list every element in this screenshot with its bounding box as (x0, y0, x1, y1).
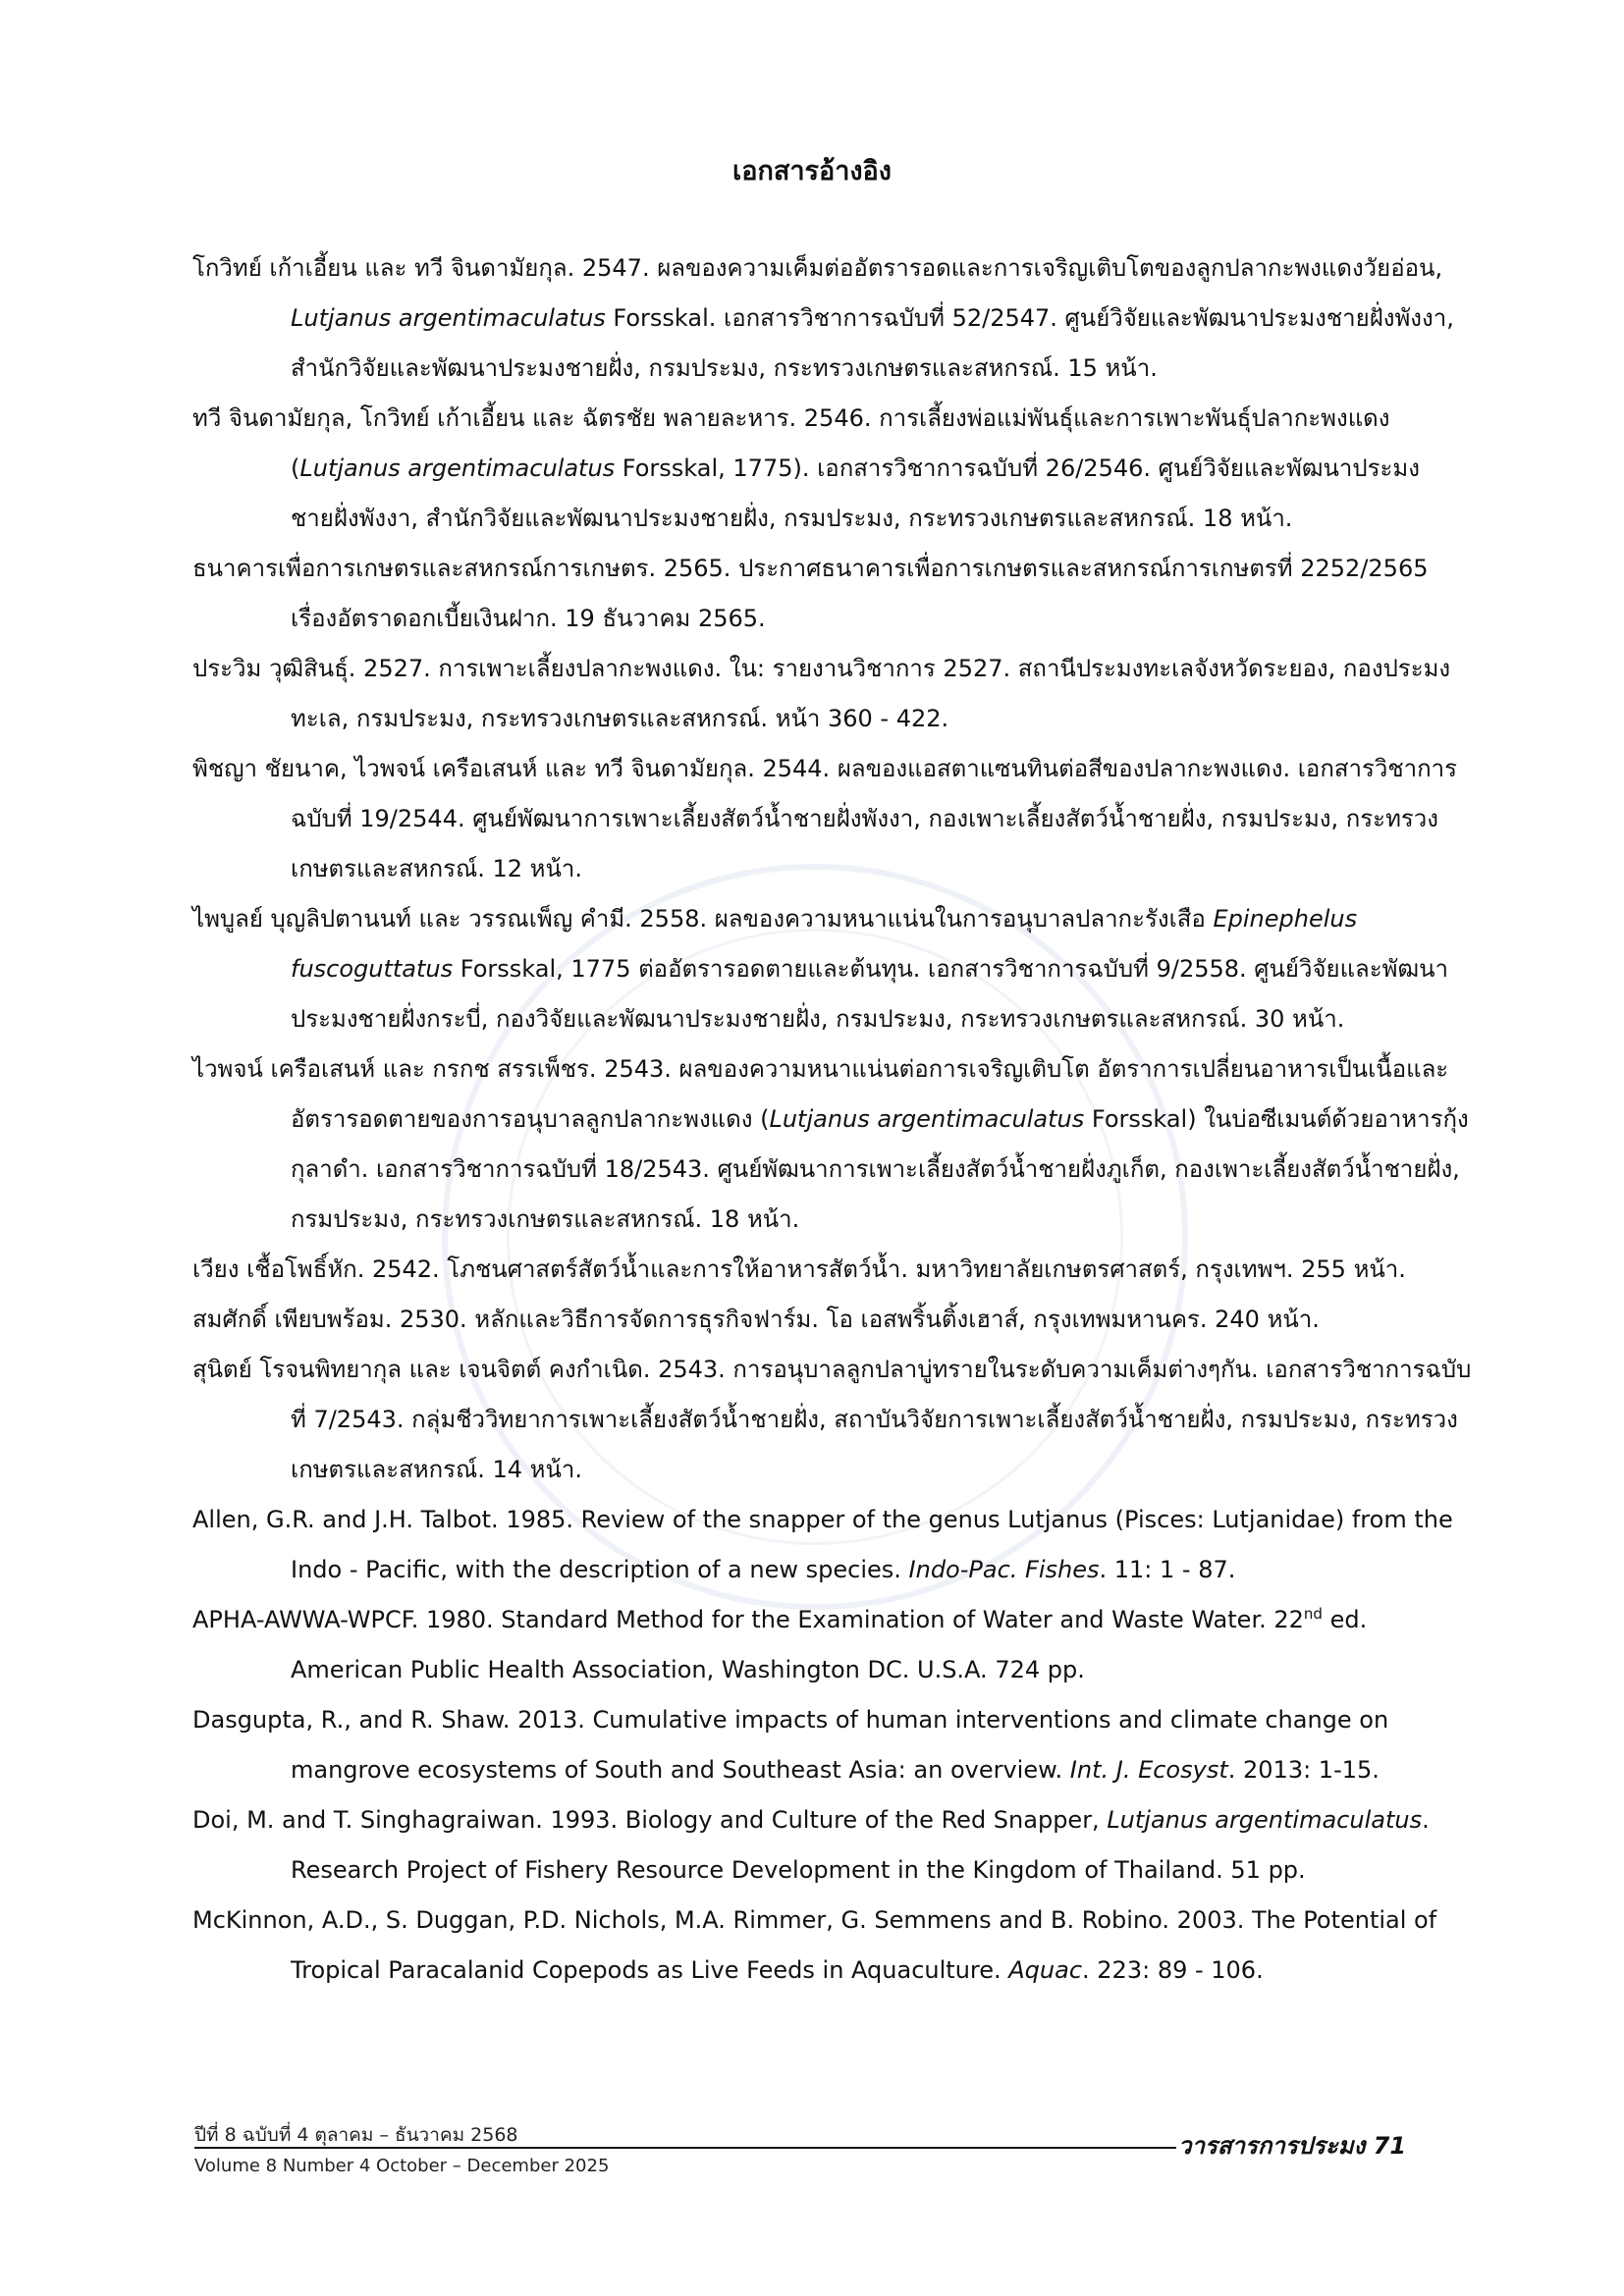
footer-thai-issue: ปีที่ 8 ฉบับที่ 4 ตุลาคม – ธันวาคม 2568 (194, 2124, 518, 2146)
reference-text: . 11: 1 - 87. (1099, 1556, 1236, 1583)
reference-entry (192, 1044, 1479, 1245)
reference-superscript: nd (1303, 1605, 1323, 1623)
reference-text: APHA-AWWA-WPCF. 1980. Standard Method for the Examination of Water and Waste Water. 22 (192, 1606, 1304, 1633)
reference-entry (192, 1795, 1479, 1896)
reference-text: Forsskal, 1775). เอกสารวิชาการฉบับที่ 26/2546. ศูนย์วิจัยและพัฒนาประมงชายฝั่งพังงา, สำนักวิจัยและพัฒนาประมงชายฝั่ง, กรมประมง, กระทรวงเกษตรและสหกรณ์. 18 หน้า. (291, 454, 1420, 532)
reference-text: Doi, M. and T. Singhagraiwan. 1993. Biology and Culture of the Red Snapper, (192, 1806, 1108, 1834)
reference-list (192, 243, 1479, 1996)
reference-entry (192, 1345, 1479, 1495)
reference-italic-text: Lutjanus argentimaculatus (299, 454, 616, 482)
reference-text: เวียง เชื้อโพธิ์หัก. 2542. โภชนศาสตร์สัตว์น้ำและการให้อาหารสัตว์น้ำ. มหาวิทยาลัยเกษตรศาสตร์, กรุงเทพฯ. 255 หน้า. (192, 1255, 1406, 1283)
reference-italic-text: Lutjanus argentimaculatus (291, 304, 606, 332)
reference-entry (192, 1695, 1479, 1795)
reference-entry (192, 1295, 1479, 1345)
reference-text: Forsskal) ในบ่อซีเมนต์ด้วยอาหารกุ้งกุลาดำ. เอกสารวิชาการฉบับที่ 18/2543. ศูนย์พัฒนาการเพาะเลี้ยงสัตว์น้ำชายฝั่งภูเก็ต, กองเพาะเลี้ยงสัตว์น้ำชายฝั่ง, กรมประมง, กระทรวงเกษตรและสหกรณ์. 18 หน้า. (291, 1105, 1469, 1233)
reference-entry (192, 644, 1479, 744)
reference-text: Forsskal. เอกสารวิชาการฉบับที่ 52/2547. ศูนย์วิจัยและพัฒนาประมงชายฝั่งพังงา, สำนักวิจัยและพัฒนาประมงชายฝั่ง, กรมประมง, กระทรวงเกษตรและสหกรณ์. 15 หน้า. (291, 304, 1454, 382)
reference-entry (192, 1245, 1479, 1295)
reference-italic-text: Lutjanus argentimaculatus (769, 1105, 1085, 1133)
reference-text: ประวิม วุฒิสินธุ์. 2527. การเพาะเลี้ยงปลากะพงแดง. ใน: รายงานวิชาการ 2527. สถานีประมงทะเลจังหวัดระยอง, กองประมงทะเล, กรมประมง, กระทรวงเกษตรและสหกรณ์. หน้า 360 - 422. (192, 655, 1451, 732)
reference-text: Forsskal, 1775 ต่ออัตรารอดตายและต้นทุน. เอกสารวิชาการฉบับที่ 9/2558. ศูนย์วิจัยและพัฒนาประมงชายฝั่งกระบี่, กองวิจัยและพัฒนาประมงชายฝั่ง, กรมประมง, กระทรวงเกษตรและสหกรณ์. 30 หน้า. (291, 955, 1449, 1033)
reference-text: ed. American Public Health Association, Washington DC. U.S.A. 724 pp. (291, 1606, 1368, 1683)
reference-entry (192, 394, 1479, 544)
reference-entry (192, 1495, 1479, 1595)
reference-entry (192, 1896, 1479, 1996)
reference-entry (192, 544, 1479, 644)
footer-divider (194, 2147, 1176, 2149)
reference-text: McKinnon, A.D., S. Duggan, P.D. Nichols, M.A. Rimmer, G. Semmens and B. Robino. 2003. The Potential of Tropical Paracalanid Copepods as Live Feeds in Aquaculture. (192, 1906, 1437, 1984)
reference-text: ธนาคารเพื่อการเกษตรและสหกรณ์การเกษตร. 2565. ประกาศธนาคารเพื่อการเกษตรและสหกรณ์การเกษตรที่ 2252/2565 เรื่องอัตราดอกเบี้ยเงินฝาก. 19 ธันวาคม 2565. (192, 555, 1429, 632)
page-title: เอกสารอ้างอิง (732, 156, 892, 187)
reference-text: . 2013: 1-15. (1227, 1756, 1380, 1784)
reference-italic-text: Epinephelus fuscoguttatus (291, 905, 1358, 983)
reference-text: . 223: 89 - 106. (1082, 1956, 1264, 1984)
reference-text: Allen, G.R. and J.H. Talbot. 1985. Review of the snapper of the genus Lutjanus (Pisces: Lutjanidae) from the Indo - Pacific, with the description of a new species. (192, 1506, 1453, 1583)
reference-text: ไพบูลย์ บุญลิปตานนท์ และ วรรณเพ็ญ คำมี. 2558. ผลของความหนาแน่นในการอนุบาลปลากะรังเสือ (192, 905, 1214, 933)
reference-italic-text: Aquac (1008, 1956, 1083, 1984)
footer-journal-page: วารสารการประมง 71 (1178, 2132, 1407, 2160)
reference-text: สุนิตย์ โรจนพิทยากุล และ เจนจิตต์ คงกำเนิด. 2543. การอนุบาลลูกปลาบู่ทรายในระดับความเค็มต่างๆกัน. เอกสารวิชาการฉบับที่ 7/2543. กลุ่มชีววิทยาการเพาะเลี้ยงสัตว์น้ำชายฝั่ง, สถาบันวิจัยการเพาะเลี้ยงสัตว์น้ำชายฝั่ง, กรมประมง, กระทรวงเกษตรและสหกรณ์. 14 หน้า. (192, 1356, 1472, 1483)
reference-text: สมศักดิ์ เพียบพร้อม. 2530. หลักและวิธีการจัดการธุรกิจฟาร์ม. โอ เอสพริ้นติ้งเฮาส์, กรุงเทพมหานคร. 240 หน้า. (192, 1306, 1320, 1333)
reference-text: โกวิทย์ เก้าเอี้ยน และ ทวี จินดามัยกุล. 2547. ผลของความเค็มต่ออัตรารอดและการเจริญเติบโตของลูกปลากะพงแดงวัยอ่อน, (192, 254, 1443, 282)
reference-entry (192, 243, 1479, 394)
reference-italic-text: Int. J. Ecosyst (1069, 1756, 1228, 1784)
footer-english-issue: Volume 8 Number 4 October – December 2025 (194, 2156, 610, 2176)
reference-italic-text: Lutjanus argentimaculatus (1107, 1806, 1423, 1834)
reference-text: ไวพจน์ เครือเสนห์ และ กรกช สรรเพ็ชร. 2543. ผลของความหนาแน่นต่อการเจริญเติบโต อัตราการเปลี่ยนอาหารเป็นเนื้อและอัตรารอดตายของการอนุบาลลูกปลากะพงแดง ( (192, 1055, 1449, 1133)
reference-entry (192, 1595, 1479, 1695)
reference-text: ทวี จินดามัยกุล, โกวิทย์ เก้าเอี้ยน และ ฉัตรชัย พลายละหาร. 2546. การเลี้ยงพ่อแม่พันธุ์และการเพาะพันธุ์ปลากะพงแดง ( (192, 404, 1390, 482)
reference-entry (192, 744, 1479, 894)
reference-entry (192, 894, 1479, 1044)
reference-text: Dasgupta, R., and R. Shaw. 2013. Cumulative impacts of human interventions and climate change on mangrove ecosystems of South and Southeast Asia: an overview. (192, 1706, 1389, 1784)
reference-text: พิชญา ชัยนาค, ไวพจน์ เครือเสนห์ และ ทวี จินดามัยกุล. 2544. ผลของแอสตาแซนทินต่อสีของปลากะพงแดง. เอกสารวิชาการฉบับที่ 19/2544. ศูนย์พัฒนาการเพาะเลี้ยงสัตว์น้ำชายฝั่งพังงา, กองเพาะเลี้ยงสัตว์น้ำชายฝั่ง, กรมประมง, กระทรวงเกษตรและสหกรณ์. 12 หน้า. (192, 755, 1458, 882)
reference-italic-text: Indo-Pac. Fishes (908, 1556, 1100, 1583)
reference-text: . Research Project of Fishery Resource Development in the Kingdom of Thailand. 51 pp. (291, 1806, 1430, 1884)
